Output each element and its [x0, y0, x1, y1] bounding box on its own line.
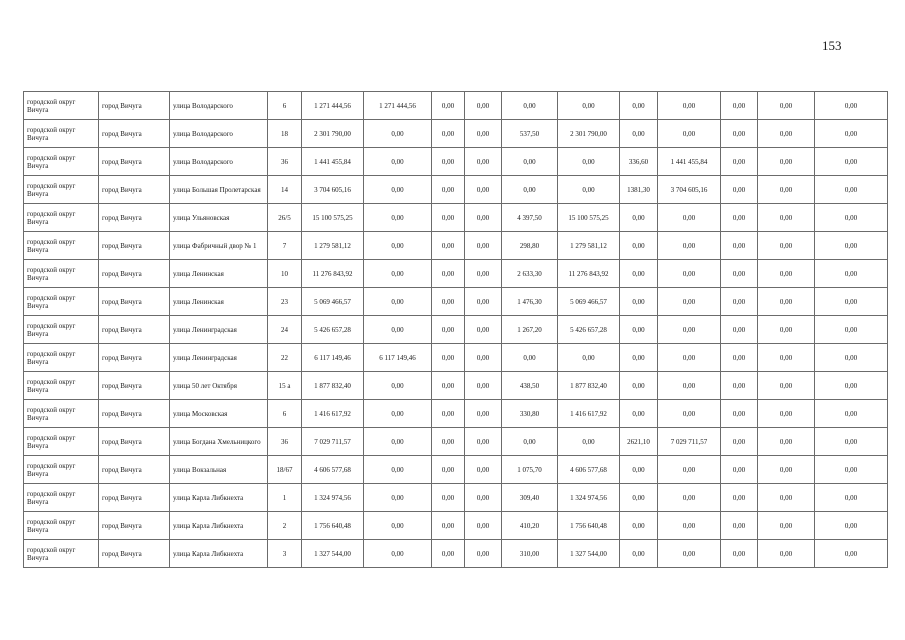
table-body — [24, 92, 888, 568]
cell-cost-col-7: 0,00 — [432, 512, 465, 540]
cell-cost-col-12: 0,00 — [658, 372, 721, 400]
cell-cost-col-8: 0,00 — [465, 456, 502, 484]
cell-cost-col-12: 0,00 — [658, 232, 721, 260]
cell-cost-col-6: 0,00 — [364, 288, 432, 316]
cell-street: улица Московская — [170, 400, 268, 428]
cell-cost-col-10: 1 324 974,56 — [558, 484, 620, 512]
table-row — [24, 316, 888, 344]
cell-cost-col-13: 0,00 — [721, 372, 758, 400]
cell-cost-col-6: 0,00 — [364, 512, 432, 540]
cell-cost-col-12: 3 704 605,16 — [658, 176, 721, 204]
cell-cost-col-13: 0,00 — [721, 176, 758, 204]
table-row — [24, 260, 888, 288]
cell-cost-col-6: 0,00 — [364, 484, 432, 512]
cell-cost-col-12: 0,00 — [658, 120, 721, 148]
cell-area-col-9: 0,00 — [502, 344, 558, 372]
cell-cost-col-7: 0,00 — [432, 372, 465, 400]
cell-city: город Вичуга — [99, 148, 170, 176]
cell-cost-col-8: 0,00 — [465, 204, 502, 232]
cell-cost-col-14: 0,00 — [758, 344, 815, 372]
cell-area-col-11: 0,00 — [620, 120, 658, 148]
cell-cost-col-7: 0,00 — [432, 120, 465, 148]
table-row — [24, 176, 888, 204]
cell-cost-col-15: 0,00 — [815, 428, 888, 456]
cell-cost-col-6: 0,00 — [364, 400, 432, 428]
cell-cost-col-14: 0,00 — [758, 428, 815, 456]
cell-house-number: 3 — [268, 540, 302, 568]
cell-area-col-11: 0,00 — [620, 512, 658, 540]
cell-cost-col-13: 0,00 — [721, 316, 758, 344]
cell-cost-col-6: 0,00 — [364, 232, 432, 260]
cell-cost-col-13: 0,00 — [721, 456, 758, 484]
cell-cost-col-7: 0,00 — [432, 176, 465, 204]
cell-cost-col-10: 2 301 790,00 — [558, 120, 620, 148]
cell-total-cost: 4 606 577,68 — [302, 456, 364, 484]
cell-cost-col-7: 0,00 — [432, 540, 465, 568]
cell-area-col-11: 0,00 — [620, 316, 658, 344]
cell-district: городской округ Вичуга — [24, 540, 99, 568]
cell-area-col-11: 0,00 — [620, 344, 658, 372]
cell-area-col-11: 0,00 — [620, 372, 658, 400]
cell-street: улица Карла Либкнехта — [170, 540, 268, 568]
cell-total-cost: 15 100 575,25 — [302, 204, 364, 232]
cell-cost-col-6: 0,00 — [364, 204, 432, 232]
cell-cost-col-15: 0,00 — [815, 400, 888, 428]
cell-cost-col-10: 1 279 581,12 — [558, 232, 620, 260]
cell-cost-col-13: 0,00 — [721, 204, 758, 232]
cell-city: город Вичуга — [99, 92, 170, 120]
cell-city: город Вичуга — [99, 372, 170, 400]
cell-area-col-9: 537,50 — [502, 120, 558, 148]
cell-area-col-9: 438,50 — [502, 372, 558, 400]
table-row — [24, 148, 888, 176]
cell-total-cost: 1 441 455,84 — [302, 148, 364, 176]
cell-cost-col-7: 0,00 — [432, 260, 465, 288]
cell-cost-col-13: 0,00 — [721, 288, 758, 316]
cell-house-number: 10 — [268, 260, 302, 288]
cell-cost-col-10: 0,00 — [558, 176, 620, 204]
cell-house-number: 7 — [268, 232, 302, 260]
cell-house-number: 18 — [268, 120, 302, 148]
cell-cost-col-6: 0,00 — [364, 540, 432, 568]
cell-house-number: 1 — [268, 484, 302, 512]
cell-cost-col-8: 0,00 — [465, 484, 502, 512]
cell-cost-col-8: 0,00 — [465, 148, 502, 176]
cell-cost-col-7: 0,00 — [432, 92, 465, 120]
cell-house-number: 22 — [268, 344, 302, 372]
cell-street: улица Володарского — [170, 120, 268, 148]
cell-house-number: 6 — [268, 92, 302, 120]
cell-cost-col-12: 0,00 — [658, 316, 721, 344]
table-row — [24, 484, 888, 512]
cell-city: город Вичуга — [99, 176, 170, 204]
cell-cost-col-15: 0,00 — [815, 372, 888, 400]
cell-cost-col-8: 0,00 — [465, 428, 502, 456]
cell-cost-col-14: 0,00 — [758, 148, 815, 176]
cell-cost-col-13: 0,00 — [721, 428, 758, 456]
cell-total-cost: 1 271 444,56 — [302, 92, 364, 120]
cell-cost-col-13: 0,00 — [721, 92, 758, 120]
cell-area-col-9: 309,40 — [502, 484, 558, 512]
cell-house-number: 2 — [268, 512, 302, 540]
cell-district: городской округ Вичуга — [24, 92, 99, 120]
cell-district: городской округ Вичуга — [24, 400, 99, 428]
cell-cost-col-7: 0,00 — [432, 288, 465, 316]
cell-cost-col-8: 0,00 — [465, 120, 502, 148]
cell-street: улица Ленинская — [170, 260, 268, 288]
cell-area-col-11: 0,00 — [620, 540, 658, 568]
cell-street: улица 50 лет Октября — [170, 372, 268, 400]
cell-cost-col-13: 0,00 — [721, 260, 758, 288]
cell-cost-col-15: 0,00 — [815, 232, 888, 260]
cell-cost-col-13: 0,00 — [721, 120, 758, 148]
cell-cost-col-7: 0,00 — [432, 232, 465, 260]
cell-street: улица Богдана Хмельницкого — [170, 428, 268, 456]
cell-city: город Вичуга — [99, 512, 170, 540]
table-row — [24, 372, 888, 400]
cell-street: улица Ленинградская — [170, 316, 268, 344]
cell-cost-col-10: 1 877 832,40 — [558, 372, 620, 400]
cell-cost-col-8: 0,00 — [465, 288, 502, 316]
table-row — [24, 232, 888, 260]
cell-cost-col-6: 0,00 — [364, 456, 432, 484]
cell-total-cost: 3 704 605,16 — [302, 176, 364, 204]
cell-area-col-11: 0,00 — [620, 484, 658, 512]
cell-cost-col-6: 0,00 — [364, 176, 432, 204]
cell-cost-col-8: 0,00 — [465, 512, 502, 540]
cell-district: городской округ Вичуга — [24, 288, 99, 316]
cell-cost-col-15: 0,00 — [815, 120, 888, 148]
cell-cost-col-13: 0,00 — [721, 540, 758, 568]
cell-cost-col-12: 0,00 — [658, 484, 721, 512]
cell-district: городской округ Вичуга — [24, 512, 99, 540]
cell-cost-col-12: 0,00 — [658, 400, 721, 428]
cell-cost-col-6: 0,00 — [364, 120, 432, 148]
cell-cost-col-15: 0,00 — [815, 540, 888, 568]
cell-total-cost: 1 416 617,92 — [302, 400, 364, 428]
table-row — [24, 92, 888, 120]
cell-cost-col-14: 0,00 — [758, 288, 815, 316]
table-row — [24, 204, 888, 232]
cell-cost-col-12: 0,00 — [658, 204, 721, 232]
cell-cost-col-14: 0,00 — [758, 400, 815, 428]
cell-cost-col-14: 0,00 — [758, 512, 815, 540]
cell-cost-col-15: 0,00 — [815, 344, 888, 372]
cell-city: город Вичуга — [99, 232, 170, 260]
cell-cost-col-13: 0,00 — [721, 512, 758, 540]
cell-area-col-9: 0,00 — [502, 428, 558, 456]
cell-cost-col-15: 0,00 — [815, 148, 888, 176]
cell-cost-col-8: 0,00 — [465, 176, 502, 204]
cell-cost-col-7: 0,00 — [432, 344, 465, 372]
cell-cost-col-10: 11 276 843,92 — [558, 260, 620, 288]
cell-city: город Вичуга — [99, 260, 170, 288]
cell-area-col-9: 0,00 — [502, 92, 558, 120]
cell-cost-col-10: 1 416 617,92 — [558, 400, 620, 428]
cell-cost-col-15: 0,00 — [815, 512, 888, 540]
cell-cost-col-7: 0,00 — [432, 148, 465, 176]
cell-total-cost: 1 327 544,00 — [302, 540, 364, 568]
cell-house-number: 26/5 — [268, 204, 302, 232]
cell-area-col-11: 0,00 — [620, 204, 658, 232]
cell-cost-col-14: 0,00 — [758, 260, 815, 288]
cell-cost-col-6: 6 117 149,46 — [364, 344, 432, 372]
cell-area-col-11: 0,00 — [620, 456, 658, 484]
cell-city: город Вичуга — [99, 316, 170, 344]
cell-cost-col-10: 5 069 466,57 — [558, 288, 620, 316]
cell-house-number: 15 а — [268, 372, 302, 400]
cell-cost-col-10: 1 756 640,48 — [558, 512, 620, 540]
cell-area-col-11: 0,00 — [620, 288, 658, 316]
cell-cost-col-15: 0,00 — [815, 176, 888, 204]
cell-district: городской округ Вичуга — [24, 260, 99, 288]
cell-city: город Вичуга — [99, 204, 170, 232]
cell-district: городской округ Вичуга — [24, 372, 99, 400]
cell-cost-col-15: 0,00 — [815, 288, 888, 316]
cell-street: улица Ленинская — [170, 288, 268, 316]
cell-cost-col-8: 0,00 — [465, 260, 502, 288]
cell-cost-col-14: 0,00 — [758, 484, 815, 512]
cell-cost-col-12: 0,00 — [658, 512, 721, 540]
cell-area-col-9: 1 075,70 — [502, 456, 558, 484]
cell-house-number: 23 — [268, 288, 302, 316]
cell-cost-col-14: 0,00 — [758, 540, 815, 568]
cell-cost-col-6: 0,00 — [364, 316, 432, 344]
cell-cost-col-8: 0,00 — [465, 540, 502, 568]
cell-city: город Вичуга — [99, 484, 170, 512]
cell-area-col-9: 2 633,30 — [502, 260, 558, 288]
cell-cost-col-10: 0,00 — [558, 428, 620, 456]
table-row — [24, 344, 888, 372]
cell-area-col-11: 1381,30 — [620, 176, 658, 204]
cell-cost-col-15: 0,00 — [815, 260, 888, 288]
cell-cost-col-13: 0,00 — [721, 484, 758, 512]
cell-area-col-11: 0,00 — [620, 232, 658, 260]
cell-district: городской округ Вичуга — [24, 120, 99, 148]
cell-street: улица Ленинградская — [170, 344, 268, 372]
cell-cost-col-14: 0,00 — [758, 176, 815, 204]
cell-district: городской округ Вичуга — [24, 428, 99, 456]
cell-cost-col-14: 0,00 — [758, 456, 815, 484]
table-row — [24, 428, 888, 456]
cell-district: городской округ Вичуга — [24, 204, 99, 232]
cell-total-cost: 1 877 832,40 — [302, 372, 364, 400]
cell-cost-col-8: 0,00 — [465, 400, 502, 428]
cell-cost-col-15: 0,00 — [815, 316, 888, 344]
cell-district: городской округ Вичуга — [24, 148, 99, 176]
cell-cost-col-13: 0,00 — [721, 232, 758, 260]
cell-district: городской округ Вичуга — [24, 484, 99, 512]
cell-cost-col-10: 15 100 575,25 — [558, 204, 620, 232]
cell-area-col-9: 298,80 — [502, 232, 558, 260]
cell-cost-col-10: 0,00 — [558, 92, 620, 120]
cell-cost-col-15: 0,00 — [815, 484, 888, 512]
cell-area-col-9: 310,00 — [502, 540, 558, 568]
cell-street: улица Фабричный двор № 1 — [170, 232, 268, 260]
data-table — [23, 91, 888, 568]
cell-cost-col-14: 0,00 — [758, 372, 815, 400]
cell-street: улица Ульяновская — [170, 204, 268, 232]
cell-cost-col-10: 1 327 544,00 — [558, 540, 620, 568]
table-row — [24, 540, 888, 568]
cell-cost-col-8: 0,00 — [465, 92, 502, 120]
cell-total-cost: 5 426 657,28 — [302, 316, 364, 344]
cell-city: город Вичуга — [99, 540, 170, 568]
cell-cost-col-14: 0,00 — [758, 120, 815, 148]
cell-cost-col-14: 0,00 — [758, 92, 815, 120]
cell-total-cost: 6 117 149,46 — [302, 344, 364, 372]
cell-area-col-11: 0,00 — [620, 92, 658, 120]
cell-cost-col-14: 0,00 — [758, 232, 815, 260]
table-row — [24, 120, 888, 148]
cell-area-col-9: 0,00 — [502, 148, 558, 176]
cell-cost-col-12: 0,00 — [658, 456, 721, 484]
cell-cost-col-7: 0,00 — [432, 204, 465, 232]
cell-area-col-9: 0,00 — [502, 176, 558, 204]
cell-cost-col-15: 0,00 — [815, 204, 888, 232]
cell-total-cost: 1 279 581,12 — [302, 232, 364, 260]
cell-cost-col-12: 0,00 — [658, 540, 721, 568]
cell-cost-col-12: 1 441 455,84 — [658, 148, 721, 176]
cell-cost-col-6: 0,00 — [364, 428, 432, 456]
cell-cost-col-14: 0,00 — [758, 316, 815, 344]
cell-cost-col-12: 0,00 — [658, 288, 721, 316]
cell-city: город Вичуга — [99, 400, 170, 428]
cell-cost-col-13: 0,00 — [721, 148, 758, 176]
cell-cost-col-6: 0,00 — [364, 148, 432, 176]
cell-cost-col-12: 0,00 — [658, 344, 721, 372]
cell-cost-col-8: 0,00 — [465, 316, 502, 344]
cell-area-col-11: 0,00 — [620, 400, 658, 428]
cell-cost-col-6: 0,00 — [364, 372, 432, 400]
page-number: 153 — [822, 38, 842, 53]
table-row — [24, 288, 888, 316]
cell-total-cost: 5 069 466,57 — [302, 288, 364, 316]
cell-district: городской округ Вичуга — [24, 176, 99, 204]
cell-cost-col-8: 0,00 — [465, 344, 502, 372]
cell-total-cost: 1 324 974,56 — [302, 484, 364, 512]
cell-street: улица Карла Либкнехта — [170, 484, 268, 512]
cell-district: городской округ Вичуга — [24, 316, 99, 344]
cell-street: улица Володарского — [170, 92, 268, 120]
cell-area-col-11: 0,00 — [620, 260, 658, 288]
cell-district: городской округ Вичуга — [24, 456, 99, 484]
cell-city: город Вичуга — [99, 428, 170, 456]
cell-cost-col-7: 0,00 — [432, 456, 465, 484]
cell-street: улица Карла Либкнехта — [170, 512, 268, 540]
cell-total-cost: 11 276 843,92 — [302, 260, 364, 288]
cell-cost-col-6: 1 271 444,56 — [364, 92, 432, 120]
cell-total-cost: 2 301 790,00 — [302, 120, 364, 148]
cell-district: городской округ Вичуга — [24, 344, 99, 372]
cell-cost-col-15: 0,00 — [815, 92, 888, 120]
cell-street: улица Володарского — [170, 148, 268, 176]
cell-city: город Вичуга — [99, 120, 170, 148]
cell-area-col-11: 336,60 — [620, 148, 658, 176]
cell-cost-col-13: 0,00 — [721, 400, 758, 428]
cell-area-col-11: 2621,10 — [620, 428, 658, 456]
cell-city: город Вичуга — [99, 456, 170, 484]
cell-cost-col-6: 0,00 — [364, 260, 432, 288]
cell-total-cost: 1 756 640,48 — [302, 512, 364, 540]
cell-area-col-9: 4 397,50 — [502, 204, 558, 232]
cell-area-col-9: 1 267,20 — [502, 316, 558, 344]
cell-cost-col-8: 0,00 — [465, 232, 502, 260]
cell-district: городской округ Вичуга — [24, 232, 99, 260]
cell-cost-col-14: 0,00 — [758, 204, 815, 232]
cell-house-number: 6 — [268, 400, 302, 428]
cell-cost-col-7: 0,00 — [432, 400, 465, 428]
table-row — [24, 456, 888, 484]
cell-total-cost: 7 029 711,57 — [302, 428, 364, 456]
cell-area-col-9: 1 476,30 — [502, 288, 558, 316]
cell-house-number: 24 — [268, 316, 302, 344]
table-row — [24, 512, 888, 540]
cell-house-number: 14 — [268, 176, 302, 204]
cell-cost-col-12: 0,00 — [658, 260, 721, 288]
cell-area-col-9: 330,80 — [502, 400, 558, 428]
cell-cost-col-7: 0,00 — [432, 484, 465, 512]
cell-cost-col-15: 0,00 — [815, 456, 888, 484]
cell-street: улица Вокзальная — [170, 456, 268, 484]
cell-city: город Вичуга — [99, 288, 170, 316]
cell-cost-col-7: 0,00 — [432, 428, 465, 456]
cell-cost-col-7: 0,00 — [432, 316, 465, 344]
cell-cost-col-8: 0,00 — [465, 372, 502, 400]
table-row — [24, 400, 888, 428]
cell-cost-col-10: 4 606 577,68 — [558, 456, 620, 484]
cell-cost-col-10: 0,00 — [558, 344, 620, 372]
cell-cost-col-13: 0,00 — [721, 344, 758, 372]
cell-area-col-9: 410,20 — [502, 512, 558, 540]
cell-cost-col-10: 5 426 657,28 — [558, 316, 620, 344]
cell-cost-col-12: 0,00 — [658, 92, 721, 120]
cell-house-number: 36 — [268, 428, 302, 456]
cell-street: улица Большая Пролетарская — [170, 176, 268, 204]
cell-cost-col-10: 0,00 — [558, 148, 620, 176]
cell-cost-col-12: 7 029 711,57 — [658, 428, 721, 456]
cell-city: город Вичуга — [99, 344, 170, 372]
cell-house-number: 18/67 — [268, 456, 302, 484]
cell-house-number: 36 — [268, 148, 302, 176]
